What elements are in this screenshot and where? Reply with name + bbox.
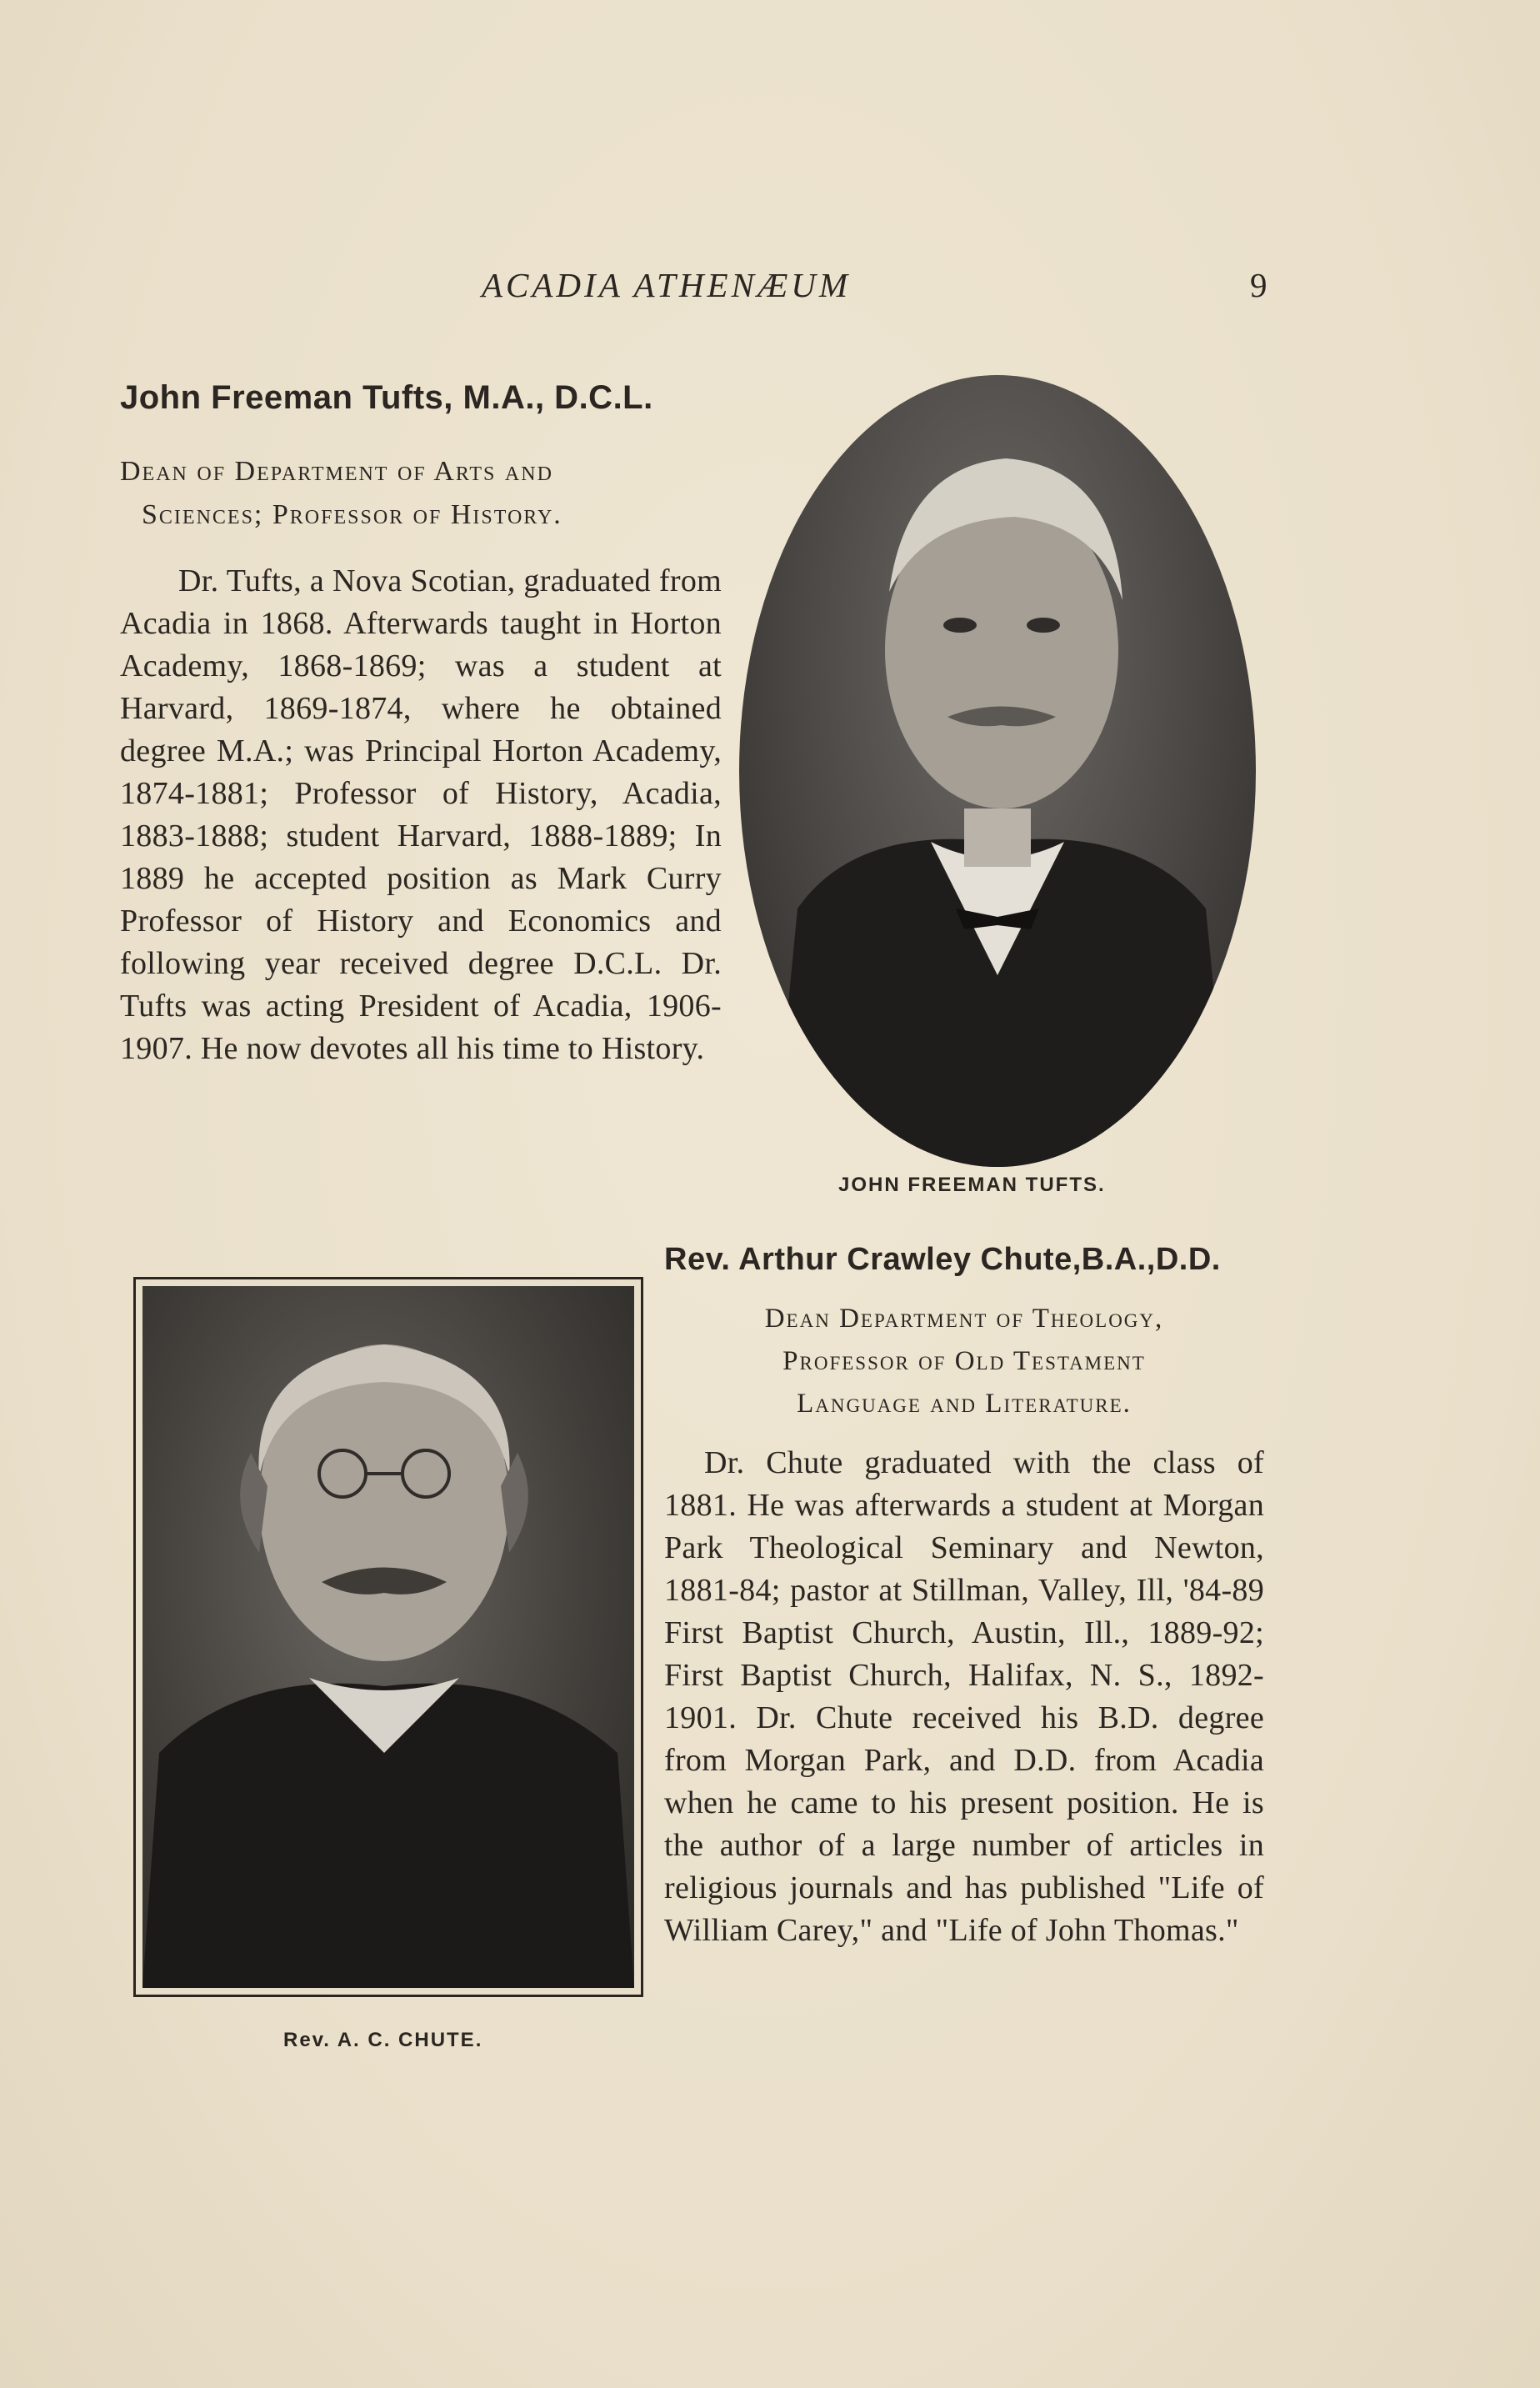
- chute-portrait-photo: [142, 1286, 634, 1988]
- chute-photo-caption: Rev. A. C. CHUTE.: [283, 2029, 483, 2051]
- tufts-dept-line-1: Dean of Department of Arts and: [120, 456, 553, 487]
- tufts-biography: Dr. Tufts, a Nova Scotian, graduated from Acadia in 1868. Afterwards taught in Horton Academy, 1868-1869; was a student at Harvard, 1869-1874, where he obtained degree M.A.; was Principal Horton Academy, 1874-1881; Professor of History, Acadia, 1883-1888; student Harvard, 1888-1889; In 1889 he accepted position as Mark Curry Professor of History and Economics and following year received degree D.C.L. Dr. Tufts was acting President of Acadia, 1906-1907. He now devotes all his time to History.: [120, 563, 722, 1066]
- chute-biography: Dr. Chute graduated with the class of 1881. He was afterwards a student at Morgan Park Theological Seminary and Newton, 1881-84; pastor at Stillman, Valley, Ill, '84-89 First Baptist Church, Austin, Ill., 1889-92; First Baptist Church, Halifax, N. S., 1892-1901. Dr. Chute received his B.D. degree from Morgan Park, and D.D. from Acadia when he came to his present position. He is the author of a large number of articles in religious journals and has published "Life of William Carey," and "Life of John Thomas.": [664, 1445, 1264, 1948]
- tufts-photo-caption: JOHN FREEMAN TUFTS.: [838, 1174, 1106, 1196]
- chute-section: [664, 1242, 1264, 1952]
- running-title: ACADIA ATHENÆUM: [482, 266, 852, 304]
- running-head: [0, 265, 1540, 315]
- chute-department: [664, 1298, 1264, 1425]
- tufts-portrait-illustration: [739, 375, 1256, 1167]
- chute-dept-line-1: Dean Department of Theology,: [764, 1304, 1164, 1334]
- chute-photo-frame: [133, 1277, 643, 1997]
- page-number: 9: [1250, 266, 1268, 304]
- chute-dept-line-2: Professor of Old Testament: [782, 1346, 1146, 1376]
- tufts-portrait-photo: [739, 375, 1256, 1167]
- tufts-dept-line-2: Sciences; Professor of History.: [142, 499, 562, 530]
- chute-name-heading: Rev. Arthur Crawley Chute,B.A.,D.D.: [664, 1242, 1221, 1277]
- tufts-section: [120, 379, 722, 1070]
- chute-portrait-illustration: [142, 1286, 634, 1988]
- chute-dept-line-3: Language and Literature.: [797, 1389, 1132, 1419]
- tufts-name-heading: John Freeman Tufts, M.A., D.C.L.: [120, 379, 653, 416]
- tufts-department: [120, 450, 722, 537]
